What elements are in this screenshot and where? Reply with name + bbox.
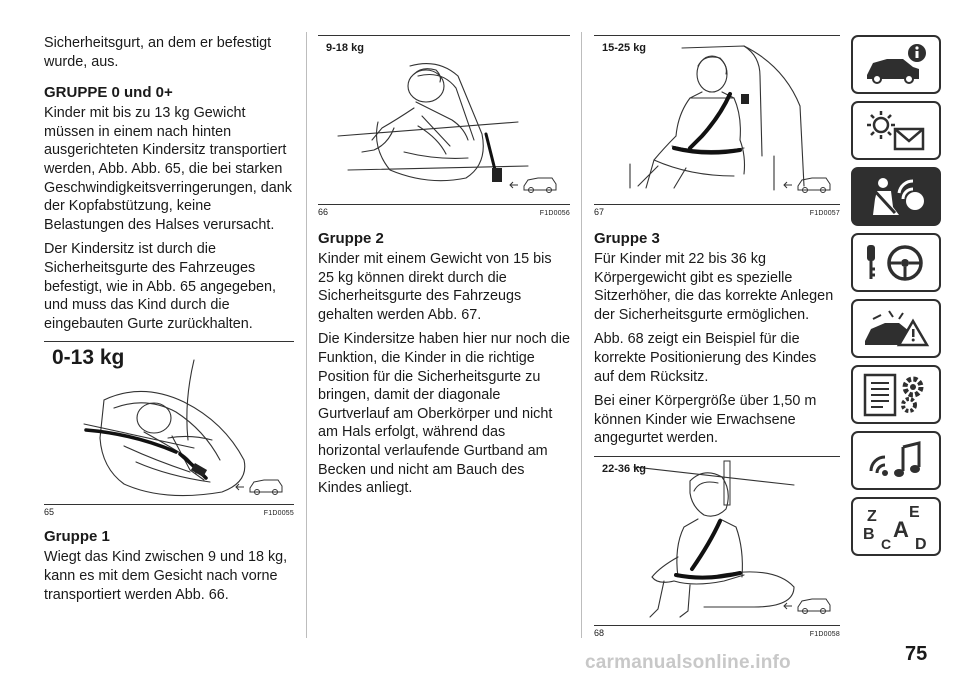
column-left [44,0,294,610]
tab-safety[interactable] [851,167,941,226]
gruppe-2-paragraph-2: Die Kindersitze haben hier nur noch die Funktion, die Kinder in die richtige Position für die Sicherheitsgurte zu bringen, damit der diagonale Gurtverlauf am Oberkörper und nicht am Hals erfolgt, während das horizontal verlaufende Gurtband am Becken und nicht am Bauch des Kindes anliegt. [318,331,570,497]
figure-66 [318,35,570,217]
warning-lights-icon [853,103,939,158]
figure-67-weight-label: 15-25 kg [602,42,647,54]
gruppe-3-paragraph-3: Bei einer Körpergröße über 1,50 m können Kinder wie Erwachsene angegurtet werden. [594,393,817,447]
maintenance-gears-icon [853,367,939,422]
figure-67 [594,35,840,217]
figure-65 [44,341,294,518]
tab-maintenance[interactable] [851,365,941,424]
index-letter: A [893,517,909,542]
figure-67-code: F1D0057 [809,210,840,217]
toddler-seat-illustration [318,36,570,204]
figure-67-number: 67 [594,207,605,217]
intro-paragraph: Sicherheitsgurt, an dem er befestigt wurde, aus. [44,35,272,70]
car-breakdown-icon [853,301,939,356]
gruppe-2-paragraph-1: Kinder mit einem Gewicht von 15 bis 25 kg können direkt durch die Sicherheitsgurte des Fahrzeugs gehalten werden Abb. 67. [318,251,552,323]
heading-gruppe-1: Gruppe 1 [44,528,110,546]
gruppe-1-paragraph-1: Wiegt das Kind zwischen 9 und 18 kg, kann es mit dem Gesicht nach vorne transportiert werden Abb. 66. [44,549,288,603]
figure-68-number: 68 [594,627,605,638]
figure-65-number: 65 [44,507,55,518]
figure-65-code: F1D0055 [263,510,294,518]
tab-emergency[interactable] [851,299,941,358]
key-steering-wheel-icon [853,235,939,290]
booster-seat-child-illustration [594,36,840,204]
gruppe-3-paragraph-1: Für Kinder mit 22 bis 36 kg Körpergewicht gibt es spezielle Sitzerhöher, die das korrekte Anlegen der Sicherheitsgurte ermöglichen. [594,251,834,323]
figure-68 [594,456,840,638]
chapter-sidebar [851,35,941,563]
alphabetical-index-icon [853,499,939,554]
column-divider [581,32,582,638]
car-info-icon [853,37,939,92]
tab-warning-lights[interactable] [851,101,941,160]
heading-gruppe-2: Gruppe 2 [318,230,384,247]
tab-multimedia[interactable] [851,431,941,490]
index-letter: Z [867,508,877,525]
index-letter: B [863,526,875,543]
index-letter: E [909,504,920,521]
tab-alphabetical-index[interactable] [851,497,941,556]
figure-66-weight-label: 9-18 kg [326,42,364,54]
tab-car-info[interactable] [851,35,941,94]
gruppe-0-paragraph-1: Kinder mit bis zu 13 kg Gewicht müssen in einem nach hinten ausgerichteten Kindersitz transportiert werden, Abb. Abb. 65, die bei starken Geschwindigkeitsverringerungen, dank der Kopfabstützung, keine Belastungen des Halses verursacht. [44,105,292,233]
column-middle [318,0,570,504]
column-right [594,0,840,638]
index-letter: C [881,536,892,552]
seat-belt-airbag-icon [853,169,939,224]
page-number: 75 [905,643,928,665]
adult-belt-child-illustration [594,457,840,625]
figure-66-code: F1D0056 [539,210,570,217]
multimedia-icon [853,433,939,488]
figure-65-weight-label: 0-13 kg [52,346,125,370]
figure-68-weight-label: 22-36 kg [602,462,647,475]
index-letter: D [915,536,927,553]
gruppe-0-paragraph-2: Der Kindersitz ist durch die Sicherheitsgurte des Fahrzeuges befestigt, wie in Abb. 65 angegeben, und muss das Kind durch die eingebauten Gurte zurückhalten. [44,241,277,332]
gruppe-3-paragraph-2: Abb. 68 zeigt ein Beispiel für die korrekte Positionierung des Kindes auf dem Rücksitz. [594,331,817,385]
figure-68-code: F1D0058 [809,630,840,638]
heading-gruppe-3: Gruppe 3 [594,230,660,247]
figure-66-number: 66 [318,207,329,217]
column-divider [306,32,307,638]
heading-gruppe-0: GRUPPE 0 und 0+ [44,84,173,102]
tab-starting-driving[interactable] [851,233,941,292]
watermark: carmanualsonline.info [585,652,791,673]
